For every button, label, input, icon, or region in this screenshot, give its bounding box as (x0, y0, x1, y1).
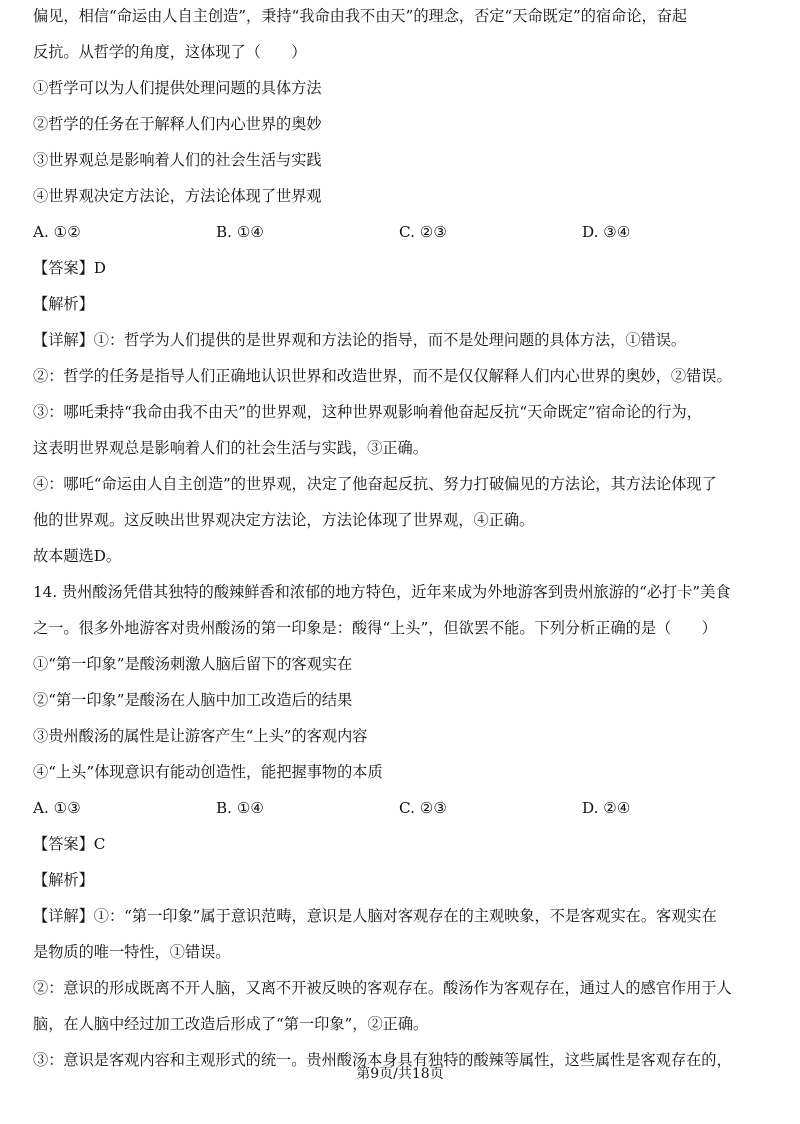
page-content (33, 0, 773, 1073)
q13-analysis-label: 【解析】 (33, 295, 94, 313)
q14-statement-4: ④“上头”体现意识有能动创造性，能把握事物的本质 (33, 763, 383, 781)
q14-statement-1: ①“第一印象”是酸汤刺激人脑后留下的客观实在 (33, 655, 353, 673)
q14-detail-3: ②：意识的形成既离不开人脑，又离不开被反映的客观存在。酸汤作为客观存在，通过人的感官作用于人 (33, 979, 732, 997)
q13-statement-1: ①哲学可以为人们提供处理问题的具体方法 (33, 79, 322, 97)
q13-stem-line-2: 反抗。从哲学的角度，这体现了（ ） (33, 43, 307, 61)
q14-detail-5: ③：意识是客观内容和主观形式的统一。贵州酸汤本身具有独特的酸辣等属性，这些属性是客观存在的， (33, 1051, 732, 1069)
q14-options (33, 796, 773, 821)
q13-detail-5: ④：哪吒“命运由人自主创造”的世界观，决定了他奋起反抗、努力打破偏见的方法论，其方法论体现了 (33, 475, 717, 493)
q14-option-b: B. ①④ (216, 799, 265, 817)
q13-conclusion: 故本题选D。 (33, 547, 122, 565)
q13-detail-3: ③：哪吒秉持“我命由我不由天”的世界观，这种世界观影响着他奋起反抗“天命既定”宿命论的行为， (33, 403, 702, 421)
q13-detail-6: 他的世界观。这反映出世界观决定方法论，方法论体现了世界观，④正确。 (33, 511, 535, 529)
q14-option-c: C. ②③ (399, 799, 447, 817)
q13-option-a: A. ①② (33, 223, 81, 241)
q14-option-a: A. ①③ (33, 799, 81, 817)
q13-stem-line-1: 偏见，相信“命运由人自主创造”，秉持“我命由我不由天”的理念，否定“天命既定”的宿命论，奋起 (33, 7, 688, 25)
q14-stem-line-2: 之一。很多外地游客对贵州酸汤的第一印象是：酸得“上头”，但欲罢不能。下列分析正确的是（ ） (33, 619, 717, 637)
q14-detail-4: 脑，在人脑中经过加工改造后形成了“第一印象”，②正确。 (33, 1015, 429, 1033)
q14-statement-3: ③贵州酸汤的属性是让游客产生“上头”的客观内容 (33, 727, 368, 745)
q14-option-d: D. ②④ (582, 799, 631, 817)
q13-detail-4: 这表明世界观总是影响着人们的社会生活与实践，③正确。 (33, 439, 428, 457)
q14-analysis-label: 【解析】 (33, 871, 94, 889)
q13-detail-1: 【详解】①：哲学为人们提供的是世界观和方法论的指导，而不是处理问题的具体方法，①错误。 (33, 331, 687, 349)
question-13 (33, 4, 773, 569)
q13-statement-3: ③世界观总是影响着人们的社会生活与实践 (33, 151, 322, 169)
q13-option-d: D. ③④ (582, 223, 631, 241)
q13-statement-4: ④世界观决定方法论，方法论体现了世界观 (33, 187, 322, 205)
page-number-footer: 第9页/共18页 (356, 1066, 444, 1082)
q14-statement-2: ②“第一印象”是酸汤在人脑中加工改造后的结果 (33, 691, 353, 709)
q13-option-b: B. ①④ (216, 223, 265, 241)
q13-statement-2: ②哲学的任务在于解释人们内心世界的奥妙 (33, 115, 322, 133)
q13-option-c: C. ②③ (399, 223, 447, 241)
q14-detail-1: 【详解】①：“第一印象”属于意识范畴，意识是人脑对客观存在的主观映象，不是客观实在。客观实在 (33, 907, 717, 925)
q14-stem-line-1: 14. 贵州酸汤凭借其独特的酸辣鲜香和浓郁的地方特色，近年来成为外地游客到贵州旅游的“必打卡”美食 (33, 583, 731, 601)
question-14 (33, 580, 773, 1073)
q13-answer: 【答案】D (33, 259, 106, 277)
q14-detail-2: 是物质的唯一特性，①错误。 (33, 943, 231, 961)
q14-answer: 【答案】C (33, 835, 106, 853)
q13-detail-2: ②：哲学的任务是指导人们正确地认识世界和改造世界，而不是仅仅解释人们内心世界的奥妙，②错误。 (33, 367, 732, 385)
q13-options (33, 220, 773, 245)
